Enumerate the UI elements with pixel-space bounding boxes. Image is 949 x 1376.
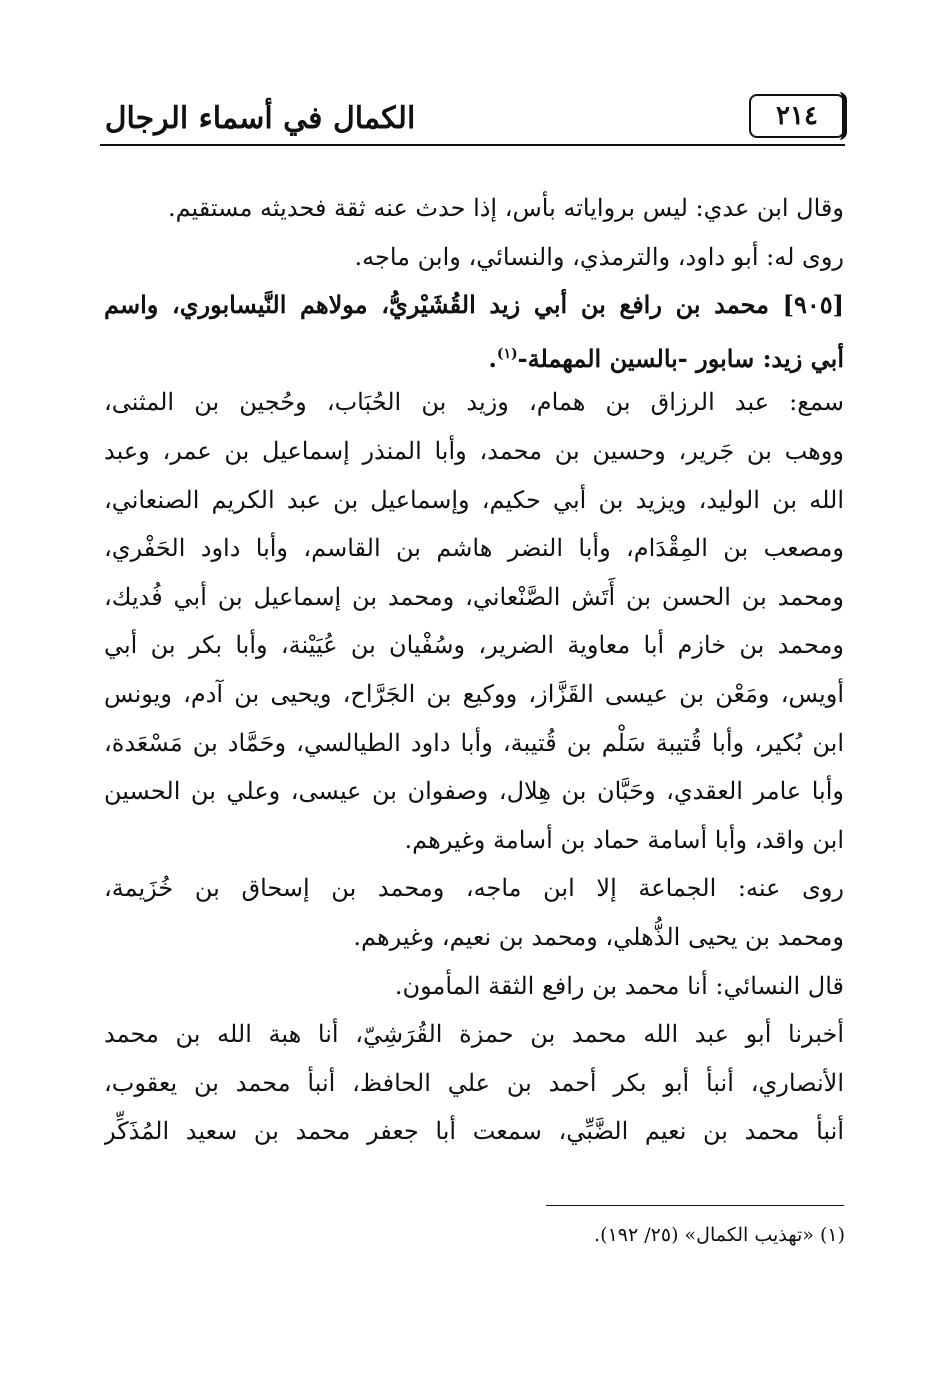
text-line bbox=[104, 233, 844, 282]
text-line bbox=[104, 524, 844, 573]
text-line bbox=[104, 427, 844, 476]
line-text: أبي زيد: سابور -بالسين المهملة- bbox=[517, 343, 844, 373]
text-line bbox=[104, 864, 844, 913]
line-text: روى له: أبو داود، والترمذي، والنسائي، وابن ماجه. bbox=[354, 242, 844, 271]
page-number-bracket bbox=[832, 92, 847, 140]
page-number: ٢١٤ bbox=[776, 101, 818, 131]
line-text: روى عنه: الجماعة إلا ابن ماجه، ومحمد بن إسحاق بن خُزَيمة، bbox=[104, 874, 844, 903]
line-text: وأبا عامر العقدي، وحَبَّان بن هِلال، وصفوان بن عيسى، وعلي بن الحسين bbox=[104, 777, 844, 806]
line-text: وقال ابن عدي: ليس برواياته بأس، إذا حدث عنه ثقة فحديثه مستقيم. bbox=[167, 194, 844, 222]
text-line bbox=[104, 573, 844, 622]
footnote: (١) «تهذيب الكمال» (٢٥/ ١٩٢). bbox=[594, 1224, 845, 1246]
page-header bbox=[100, 88, 845, 154]
line-text: ابن بُكير، وأبا قُتيبة سَلْم بن قُتيبة، وأبا داود الطيالسي، وحَمَّاد بن مَسْعَدة، bbox=[104, 728, 844, 757]
text-line bbox=[104, 378, 844, 427]
book-title: الكمال في أسماء الرجال bbox=[104, 100, 416, 136]
line-text: ومحمد بن الحسن بن أَتَش الصَّنْعاني، ومحمد بن إسماعيل بن أبي فُديك، bbox=[104, 582, 844, 611]
text-line bbox=[104, 1059, 844, 1108]
page-number-box bbox=[749, 94, 845, 138]
line-text: ومصعب بن المِقْدَام، وأبا النضر هاشم بن القاسم، وأبا داود الحَفْري، bbox=[104, 534, 844, 563]
line-text: قال النسائي: أنا محمد بن رافع الثقة المأمون. bbox=[394, 971, 844, 1000]
text-line bbox=[104, 719, 844, 768]
text-line bbox=[104, 670, 844, 719]
line-text: ووهب بن جَرير، وحسين بن محمد، وأبا المنذر إسماعيل بن عمر، وعبد bbox=[104, 436, 844, 465]
footnote-marker: (١) bbox=[496, 345, 518, 362]
line-text: أخبرنا أبو عبد الله محمد بن حمزة القُرَشِيّ، أنا هبة الله بن محمد bbox=[104, 1020, 844, 1049]
line-text: سمع: عبد الرزاق بن همام، وزيد بن الحُبَاب، وحُجين بن المثنى، bbox=[104, 388, 844, 417]
text-line bbox=[104, 767, 844, 816]
line-text: ومحمد بن خازم أبا معاوية الضرير، وسُفْيان بن عُيَيْنة، وأبا بكر بن أبي bbox=[104, 631, 844, 660]
text-line bbox=[104, 330, 844, 379]
line-text: [٩٠٥] محمد بن رافع بن أبي زيد القُشَيْريُّ، مولاهم النَّيسابوري، واسم bbox=[104, 290, 844, 320]
text-line bbox=[104, 476, 844, 525]
line-text: أنبأ محمد بن نعيم الضَّبِّي، سمعت أبا جعفر محمد بن سعيد المُذَكِّر bbox=[104, 1117, 844, 1146]
text-line bbox=[104, 962, 844, 1011]
book-title-calligraphy bbox=[100, 92, 420, 144]
text-line bbox=[104, 184, 844, 233]
text-line bbox=[104, 1010, 844, 1059]
line-text: الله بن الوليد، ويزيد بن أبي حكيم، وإسماعيل بن عبد الكريم الصنعاني، bbox=[104, 485, 844, 514]
text-line bbox=[104, 621, 844, 670]
footnote-rule bbox=[546, 1205, 844, 1206]
line-text: الأنصاري، أنبأ أبو بكر أحمد بن علي الحافظ، أنبأ محمد بن يعقوب، bbox=[104, 1068, 844, 1097]
text-line bbox=[104, 913, 844, 962]
page-body bbox=[104, 184, 844, 1156]
text-line bbox=[104, 1107, 844, 1156]
header-rule bbox=[100, 144, 845, 146]
line-text: ومحمد بن يحيى الذُّهلي، ومحمد بن نعيم، وغيرهم. bbox=[353, 922, 844, 951]
text-line bbox=[104, 816, 844, 865]
line-text: أويس، ومَعْن بن عيسى القَزَّاز، ووكيع بن الجَرَّاح، ويحيى بن آدم، ويونس bbox=[104, 679, 844, 708]
line-text: ابن واقد، وأبا أسامة حماد بن أسامة وغيرهم. bbox=[404, 825, 844, 854]
text-line bbox=[104, 281, 844, 330]
line-tail: . bbox=[488, 343, 497, 373]
